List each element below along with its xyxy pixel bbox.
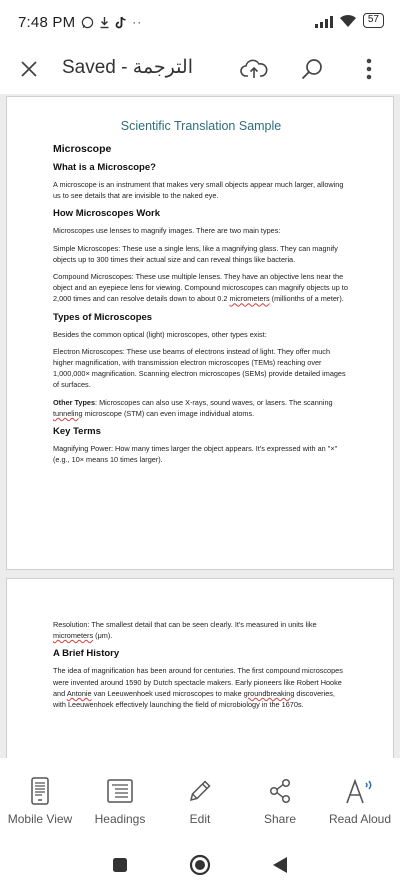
heading-history: A Brief History (53, 648, 120, 660)
signal-icon (315, 14, 333, 28)
save-to-cloud-button[interactable] (237, 52, 271, 86)
spellcheck-word: tunneling (53, 408, 83, 418)
document-viewport[interactable] (0, 94, 400, 758)
navigation-bar (0, 840, 400, 889)
search-icon (300, 57, 324, 81)
heading-key-terms: Key Terms (53, 426, 101, 438)
bottom-toolbar (0, 758, 400, 840)
home-button[interactable] (180, 845, 220, 885)
paragraph-simple-microscopes: Simple Microscopes: These use a single lens, like a magnifying glass. They can magnify objects up to 300 times their actual size and can reveal things like bacteria. (53, 243, 338, 264)
cloud-upload-icon (240, 58, 268, 80)
paragraph-how-work: Microscopes use lenses to magnify images. There are two main types: (53, 226, 281, 236)
paragraph-what-is: A microscope is an instrument that makes very small objects appear much larger, allowing us to see details that are invisible to the naked eye. (53, 180, 344, 201)
mobile-view-button[interactable] (0, 758, 80, 840)
home-circle-icon (189, 854, 211, 876)
status-bar (0, 0, 400, 44)
notification-icons (81, 15, 142, 29)
tiktok-icon (115, 16, 127, 29)
recents-square-icon (112, 857, 128, 873)
paragraph-compound-microscopes: Compound Microscopes: These use multiple lenses. They have an objective lens near the object and an eyepiece lens for viewing. Compound microscopes can magnify objects up to 2,000 times and can resolve details down to about 0.2 micrometers (millionths of a meter). (53, 272, 348, 304)
document-page-2[interactable] (6, 578, 394, 758)
battery-icon: 57 (363, 13, 384, 28)
status-time: 7:48 PM (18, 13, 76, 31)
paragraph-history: The idea of magnification has been around for centuries. The first compound microscopes were invented around 1590 by Dutch spectacle makers. Early pioneers like Robert Hooke and Antonie van Leeuwenhoek used microscopes to make groundbreaking discoveries, with Leeuwenhoek effectively launching the field of microbiology in the 1670s. (53, 666, 343, 710)
back-button[interactable] (260, 845, 300, 885)
document-title: Saved - الترجمة (62, 57, 193, 78)
wifi-icon (339, 14, 357, 28)
spellcheck-word: groundbreaking (243, 688, 295, 698)
headings-icon (107, 779, 133, 803)
heading-what-is: What is a Microscope? (53, 162, 156, 173)
paragraph-other-types: Other Types: Microscopes can also use X-rays, sound waves, or lasers. The scanning tunneling microscope (STM) can even image individual atoms. (53, 397, 333, 418)
headings-label: Headings (94, 812, 146, 826)
search-button[interactable] (295, 52, 329, 86)
more-options-button[interactable] (352, 52, 386, 86)
close-button[interactable] (14, 54, 44, 84)
read-aloud-label: Read Aloud (328, 812, 392, 826)
status-right-group (315, 13, 384, 28)
spellcheck-word: micrometers (229, 294, 270, 304)
share-button[interactable] (240, 758, 320, 840)
mobile-view-label: Mobile View (7, 812, 73, 826)
paragraph-magnifying-power: Magnifying Power: How many times larger the object appears. It's expressed with an "×" (e.g., 10× means 10 times larger). (53, 444, 338, 465)
pencil-icon (187, 778, 213, 804)
edit-label: Edit (189, 812, 211, 826)
read-aloud-button[interactable] (320, 758, 400, 840)
mobile-view-icon (30, 777, 50, 805)
download-icon (99, 16, 110, 29)
heading-types: Types of Microscopes (53, 311, 153, 323)
paragraph-types: Besides the common optical (light) microscopes, other types exist: (53, 329, 267, 339)
spellcheck-word: Antonie (66, 688, 92, 698)
heading-microscope: Microscope (53, 143, 112, 155)
back-triangle-icon (272, 856, 288, 874)
heading-how-work: How Microscopes Work (53, 208, 160, 220)
share-label: Share (263, 812, 297, 826)
spellcheck-word: micrometers (53, 631, 94, 641)
app-bar (0, 44, 400, 94)
recents-button[interactable] (100, 845, 140, 885)
paragraph-resolution: Resolution: The smallest detail that can be seen clearly. It's measured in units like micrometers (μm). (53, 620, 317, 641)
share-icon (268, 778, 292, 804)
read-aloud-icon (345, 777, 375, 805)
headings-button[interactable] (80, 758, 160, 840)
edit-button[interactable] (160, 758, 240, 840)
document-heading: Scientific Translation Sample (120, 119, 282, 133)
document-page-1[interactable] (6, 96, 394, 570)
close-icon (20, 60, 38, 78)
more-vert-icon (366, 58, 372, 80)
paragraph-electron: Electron Microscopes: These use beams of electrons instead of light. They offer much higher magnification, with transmission electron microscopes (TEMs) reaching over 1,000,000× magnification. Scanning electron microscopes (SEMs) provide detailed images of surfaces. (53, 346, 346, 390)
more-dots-icon: ·· (132, 15, 143, 29)
whatsapp-icon (81, 16, 94, 29)
